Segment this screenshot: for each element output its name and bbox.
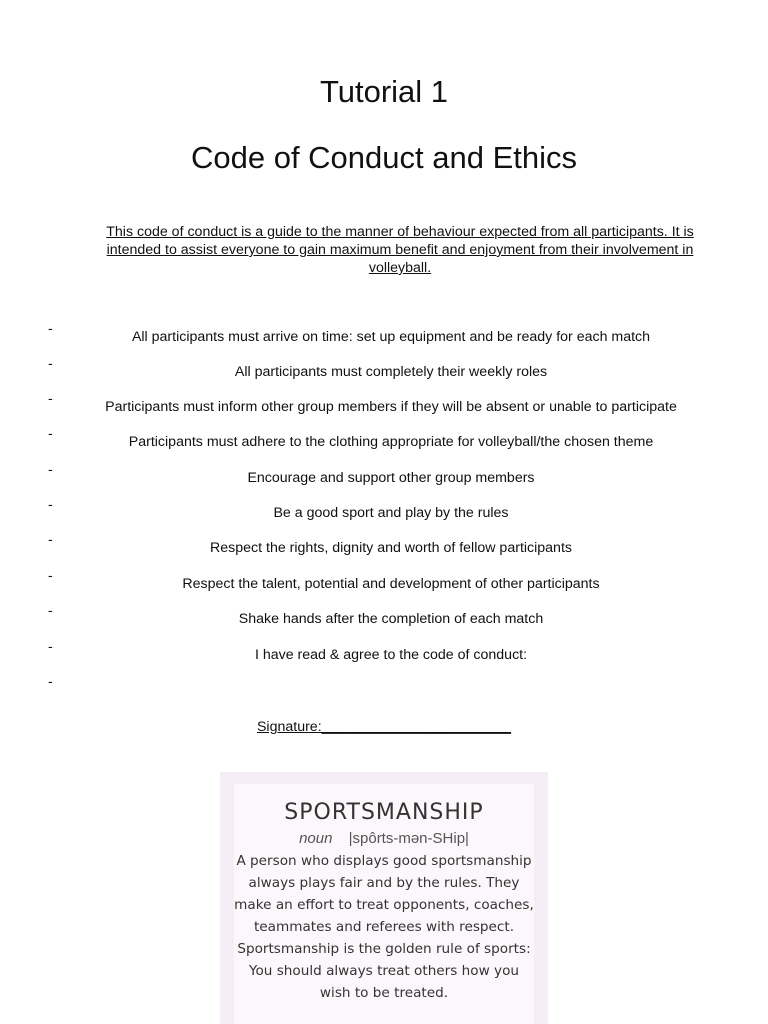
rule-text: All participants must completely their weekly roles [234,364,548,380]
list-item [0,425,768,454]
dash-marker: - [48,602,53,618]
rule-text: I have read & agree to the code of conduct: [254,647,528,663]
rule-text: Encourage and support other group members [247,470,535,486]
list-item [0,320,768,349]
page-title: Tutorial 1 [319,74,449,109]
list-item [0,461,768,490]
dash-marker: - [48,320,53,336]
card-word-info [220,830,548,847]
dash-marker: - [48,425,53,441]
list-item [0,638,768,667]
pronunciation: |spôrts-mən-SHip| [348,830,469,847]
part-of-speech: noun [299,830,333,847]
rule-text: All participants must arrive on time: set up equipment and be ready for each match [131,329,651,345]
card-definition: A person who displays good sportsmanship always plays fair and by the rules. They make an effort to treat opponents, coaches, teammates and referees with respect. Sportsmanship is the golden rule of sports: You should always treat others how you wish to be treated. [234,853,534,1001]
dash-marker: - [48,567,53,583]
dash-marker: - [48,673,53,689]
list-item [0,567,768,596]
list-item [0,390,768,419]
list-item [0,496,768,525]
dash-marker: - [48,638,53,654]
rule-text: Be a good sport and play by the rules [273,505,509,521]
list-item [0,673,768,702]
signature-line: Signature:________________________ [256,719,512,735]
dash-marker: - [48,355,53,371]
sportsmanship-card [220,772,548,1024]
rule-text: Participants must inform other group members if they will be absent or unable to participate [105,399,677,415]
dash-marker: - [48,531,53,547]
list-item [0,531,768,560]
dash-marker: - [48,390,53,406]
dash-marker: - [48,496,53,512]
card-heading: SPORTSMANSHIP [284,800,484,825]
intro-paragraph: This code of conduct is a guide to the manner of behaviour expected from all participants. It is intended to assist everyone to gain maximum benefit and enjoyment from their involvement in volleyball. [106,224,694,276]
rule-text: Respect the rights, dignity and worth of fellow participants [210,540,572,556]
rule-text: Respect the talent, potential and development of other participants [182,576,600,592]
rule-text: Shake hands after the completion of each match [238,611,544,627]
list-item [0,602,768,631]
dash-marker: - [48,461,53,477]
page-subtitle: Code of Conduct and Ethics [190,140,578,175]
rule-text: Participants must adhere to the clothing appropriate for volleyball/the chosen theme [128,434,654,450]
list-item [0,355,768,384]
